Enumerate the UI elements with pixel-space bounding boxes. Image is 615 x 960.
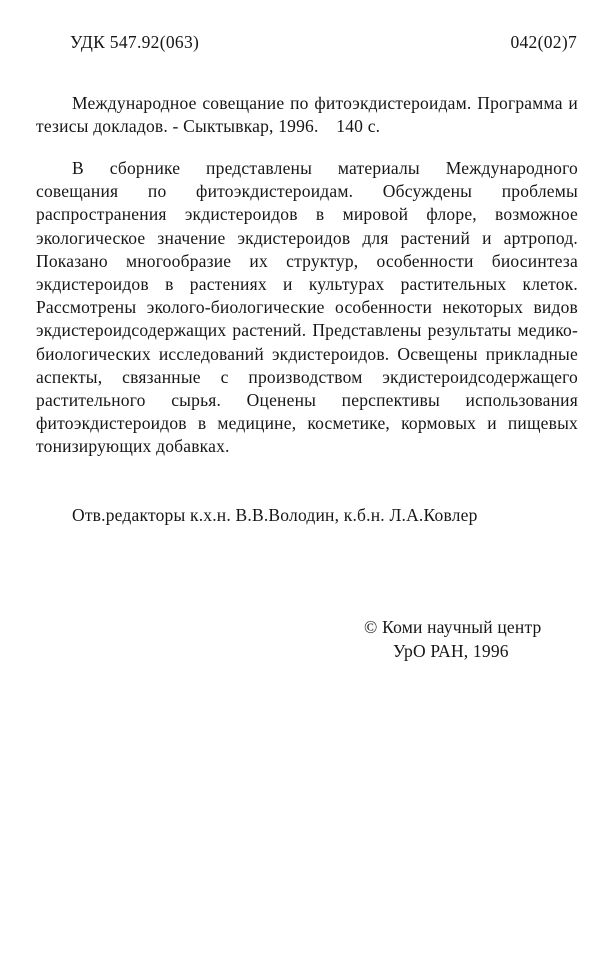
- copyright-holder: Коми научный центр: [382, 617, 542, 637]
- copyright-symbol: ©: [364, 617, 378, 637]
- udk-number: УДК 547.92(063): [70, 32, 200, 52]
- copyright-line-2: УрО РАН, 1996: [393, 641, 509, 661]
- header-row: [70, 32, 577, 53]
- editors-line: Отв.редакторы к.х.н. В.В.Володин, к.б.н. Л.А.Ковлер: [72, 505, 478, 525]
- abstract-paragraph: В сборнике представлены материалы Международного совещания по фитоэкдистероидам. Обсуждены проблемы распространения экдистероидов в мировой флоре, возможное экологическое значение экдистероидов для растений и артропод. Показано многообразие их структур, особенности биосинтеза экдистероидов в растениях и культурах растительных клеток. Рассмотрены эколого-биологические особенности некоторых видов экдистероидсодержащих растений. Представлены результаты медико-биологических исследований экдистероидов. Освещены прикладные аспекты, связанные с производством экдистероидсодержащего растительного сырья. Оценены перспективы использования фитоэкдистероидов в медицине, косметике, кормовых и пищевых тонизирующих добавках.: [36, 158, 578, 457]
- catalog-code: 042(02)7: [510, 32, 577, 52]
- copyright-line-1: [364, 615, 541, 639]
- copyright-block: [364, 615, 541, 663]
- bibliographic-citation: Международное совещание по фитоэкдистероидам. Программа и тезисы докладов. - Сыктывкар, 1996. 140 с.: [36, 93, 578, 136]
